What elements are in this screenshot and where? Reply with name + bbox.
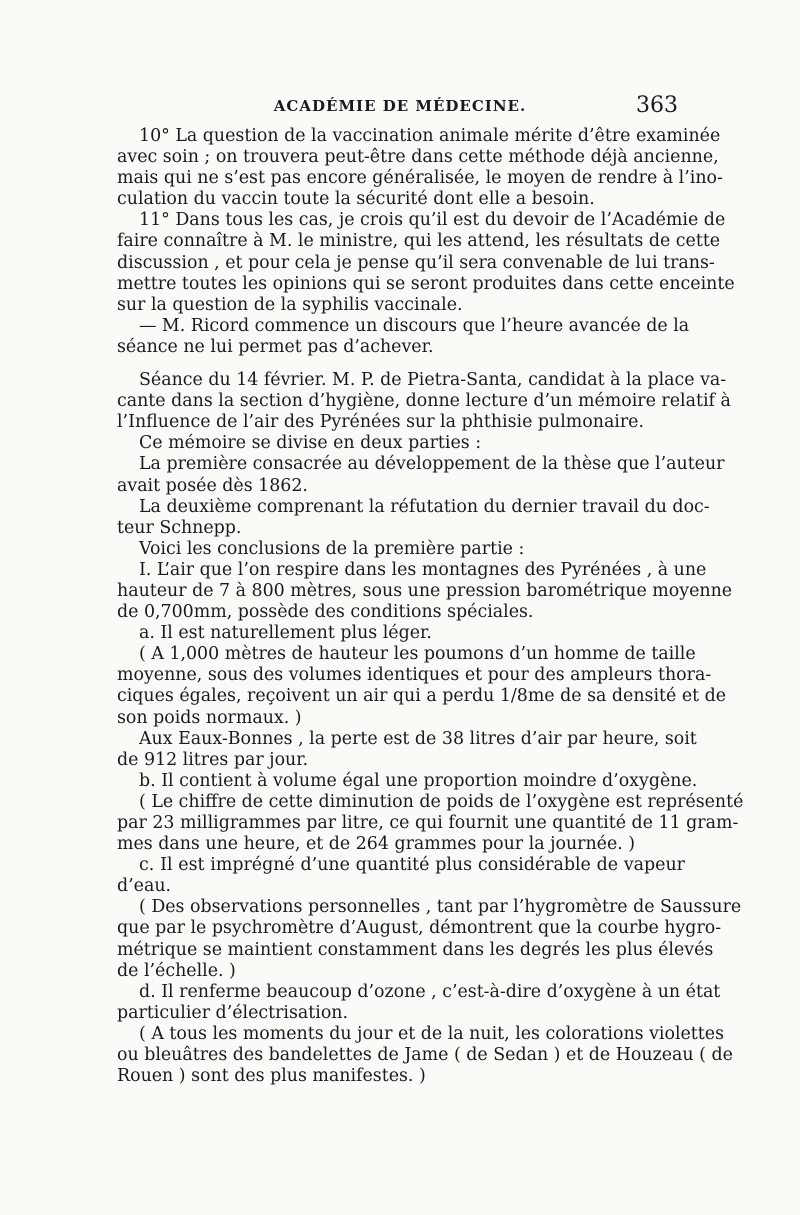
text-line: ( A tous les moments du jour et de la nuit, les colorations violettes (139, 1023, 724, 1044)
text-line: discussion , et pour cela je pense qu’il sera convenable de lui trans- (117, 252, 715, 273)
text-line: sur la question de la syphilis vaccinale. (117, 294, 463, 315)
text-line: de 0,700mm, possède des conditions spéciales. (117, 602, 534, 623)
text-line: mais qui ne s’est pas encore généralisée, le moyen de rendre à l’ino- (117, 168, 723, 189)
text-line: Séance du 14 février. M. P. de Pietra-Santa, candidat à la place va- (139, 370, 727, 391)
text-line: mettre toutes les opinions qui se seront produites dans cette enceinte (117, 273, 735, 294)
text-line: séance ne lui permet pas d’achever. (117, 336, 434, 357)
text-line: culation du vaccin toute la sécurité dont elle a besoin. (117, 189, 595, 210)
text-line: — M. Ricord commence un discours que l’heure avancée de la (139, 315, 690, 336)
text-line: son poids normaux. ) (117, 707, 302, 728)
text-line: ( A 1,000 mètres de hauteur les poumons d’un homme de taille (139, 644, 696, 665)
text-line: I. L’air que l’on respire dans les montagnes des Pyrénées , à une (139, 559, 707, 580)
text-line: ( Des observations personnelles , tant par l’hygromètre de Saussure (139, 897, 742, 918)
text-line: de l’échelle. ) (117, 960, 236, 981)
text-line: faire connaître à M. le ministre, qui les attend, les résultats de cette (117, 231, 721, 252)
text-line: Rouen ) sont des plus manifestes. ) (117, 1066, 426, 1087)
text-line: que par le psychromètre d’August, démontrent que la courbe hygro- (117, 918, 722, 939)
text-line: par 23 milligrammes par litre, ce qui fournit une quantité de 11 gram- (117, 813, 739, 833)
text-line: cante dans la section d’hygiène, donne lecture d’un mémoire relatif à (117, 391, 731, 412)
running-title: ACADÉMIE DE MÉDECINE. (273, 97, 527, 115)
running-head (0, 93, 800, 123)
text-line: ciques égales, reçoivent un air qui a perdu 1/8me de sa densité et de (117, 686, 727, 707)
text-line: 10° La question de la vaccination animale mérite d’être examinée (139, 126, 721, 146)
text-line: avec soin ; on trouvera peut-être dans cette méthode déjà ancienne, (117, 147, 719, 168)
text-line: hauteur de 7 à 800 mètres, sous une pression barométrique moyenne (117, 580, 733, 601)
paragraph-gap (117, 358, 685, 370)
text-line: Ce mémoire se divise en deux parties : (139, 433, 482, 454)
text-line: b. Il contient à volume égal une proportion moindre d’oxygène. (139, 770, 698, 791)
text-line: ou bleuâtres des bandelettes de Jame ( de Sedan ) et de Houzeau ( de (117, 1045, 733, 1066)
text-line: Voici les conclusions de la première partie : (139, 538, 525, 559)
text-line: Aux Eaux-Bonnes , la perte est de 38 litres d’air par heure, soit (139, 728, 697, 749)
text-line: de 912 litres par jour. (117, 749, 309, 770)
text-line: La deuxième comprenant la réfutation du dernier travail du doc- (139, 496, 710, 517)
text-line: l’Influence de l’air des Pyrénées sur la phthisie pulmonaire. (117, 412, 645, 433)
text-line: 11° Dans tous les cas, je crois qu’il est du devoir de l’Académie de (139, 210, 726, 231)
text-line: ( Le chiffre de cette diminution de poids de l’oxygène est représenté (139, 791, 744, 812)
text-line: a. Il est naturellement plus léger. (139, 623, 432, 644)
text-line: moyenne, sous des volumes identiques et pour des ampleurs thora- (117, 665, 712, 686)
text-line: c. Il est imprégné d’une quantité plus considérable de vapeur (139, 855, 685, 876)
page-number: 363 (636, 93, 678, 118)
text-line: mes dans une heure, et de 264 grammes pour la journée. ) (117, 834, 636, 855)
text-line: d. Il renferme beaucoup d’ozone , c’est-à-dire d’oxygène à un état (139, 981, 721, 1002)
text-line: particulier d’électrisation. (117, 1002, 349, 1023)
text-line: teur Schnepp. (117, 517, 242, 538)
body-text (117, 126, 744, 1087)
text-line: avait posée dès 1862. (117, 475, 308, 496)
text-line: métrique se maintient constamment dans les degrés les plus élevés (117, 939, 714, 960)
text-line: La première consacrée au développement de la thèse que l’auteur (139, 454, 725, 475)
text-line: d’eau. (117, 876, 172, 897)
